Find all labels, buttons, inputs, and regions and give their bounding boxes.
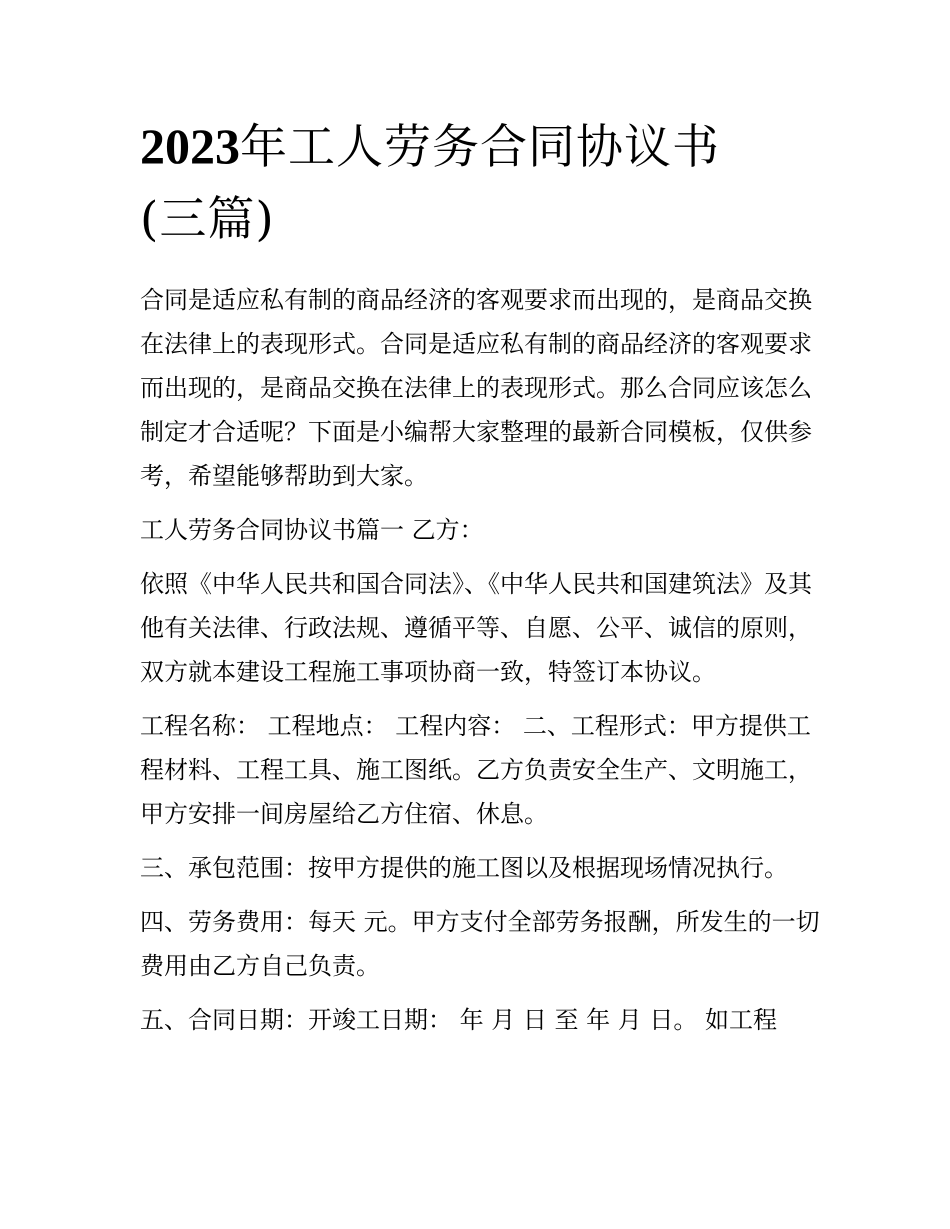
paragraph-fees: 四、劳务费用：每天 元。甲方支付全部劳务报酬，所发生的一切费用由乙方自己负责。: [140, 908, 820, 980]
title-line2: (三篇): [140, 192, 275, 247]
paragraph-legal-basis: 依照《中华人民共和国合同法》、《中华人民共和国建筑法》及其他有关法律、行政法规、遵循平等、自愿、公平、诚信的原则，双方就本建设工程施工事项协商一致，特签订本协议。: [140, 570, 812, 686]
paragraph-scope: 三、承包范围：按甲方提供的施工图以及根据现场情况执行。: [140, 854, 788, 882]
paragraph-section-header: 工人劳务合同协议书篇一 乙方：: [140, 516, 484, 544]
paragraph-dates: 五、合同日期：开竣工日期： 年 月 日 至 年 月 日。 如工程: [140, 1006, 778, 1034]
paragraph-intro: 合同是适应私有制的商品经济的客观要求而出现的，是商品交换在法律上的表现形式。合同是适应私有制的商品经济的客观要求而出现的，是商品交换在法律上的表现形式。那么合同应该怎么制定才合适呢？下面是小编帮大家整理的最新合同模板，仅供参考，希望能够帮助到大家。: [140, 286, 812, 490]
title-line1: 年工人劳务合同协议书: [240, 120, 720, 175]
document-body: [140, 278, 820, 1052]
paragraph-project-info: 工程名称： 工程地点： 工程内容： 二、工程形式：甲方提供工程材料、工程工具、施工图纸。乙方负责安全生产、文明施工，甲方安排一间房屋给乙方住宿、休息。: [140, 712, 812, 828]
document-title: [140, 110, 820, 256]
title-year: 2023: [140, 118, 240, 174]
